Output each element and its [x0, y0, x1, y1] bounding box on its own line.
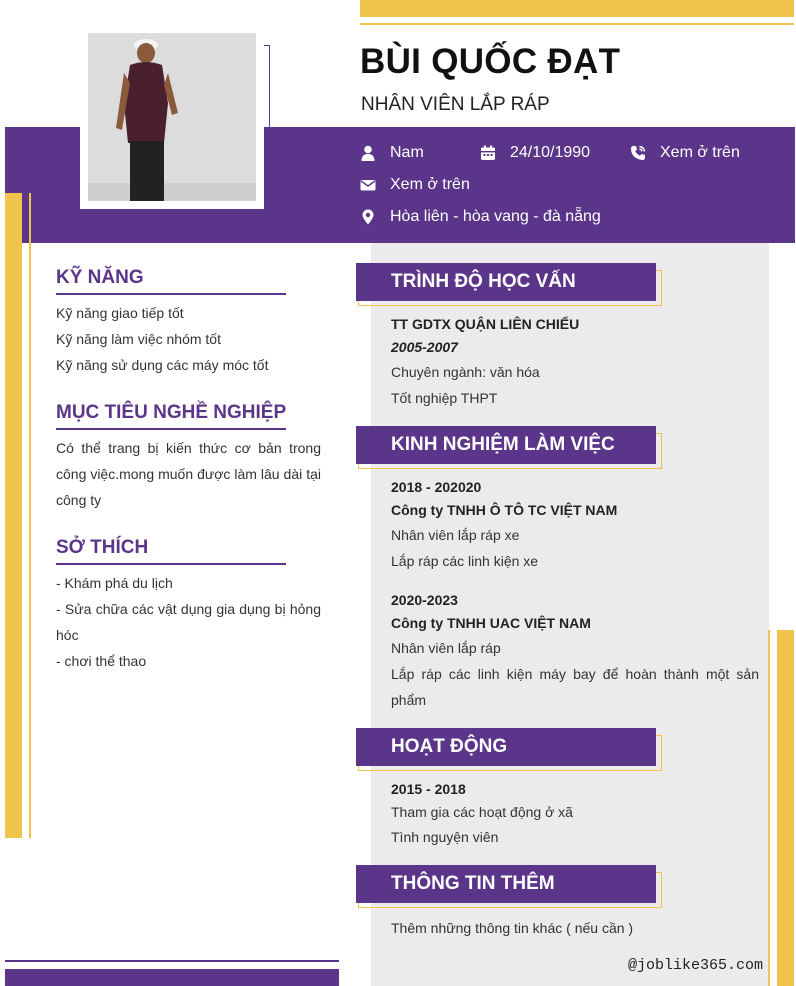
job-period: 2018 - 202020 — [391, 479, 482, 495]
gender-value: Nam — [390, 144, 424, 161]
email-value: Xem ở trên — [390, 176, 470, 193]
job-company: Công ty TNHH UAC VIỆT NAM — [391, 615, 591, 631]
job-description: Lắp ráp các linh kiện máy bay để hoàn thành một sản phẩm — [391, 666, 759, 708]
skill-item: Kỹ năng sử dụng các máy móc tốt — [56, 357, 269, 373]
extra-title: THÔNG TIN THÊM — [356, 865, 656, 903]
activities-period: 2015 - 2018 — [391, 781, 466, 797]
hobbies-underline — [56, 563, 286, 565]
phone-value: Xem ở trên — [660, 144, 740, 161]
map-pin-icon — [360, 209, 376, 225]
skills-underline — [56, 293, 286, 295]
extra-text: Thêm những thông tin khác ( nếu cần ) — [391, 920, 634, 936]
candidate-name: BÙI QUỐC ĐẠT — [360, 42, 621, 81]
experience-title: KINH NGHIỆM LÀM VIỆC — [356, 426, 656, 464]
contact-address — [360, 208, 601, 226]
left-yellow-line — [29, 193, 31, 838]
objective-text: Có thể trang bị kiến thức cơ bản trong công việc.mong muốn được làm lâu dài tại công ty — [56, 440, 321, 508]
job-title: NHÂN VIÊN LẮP RÁP — [361, 94, 550, 115]
website-watermark: @joblike365.com — [628, 957, 764, 974]
job-description: Lắp ráp các linh kiện xe — [391, 553, 539, 569]
hobbies-title: SỞ THÍCH — [56, 537, 149, 558]
calendar-icon — [480, 145, 496, 161]
education-period: 2005-2007 — [391, 339, 458, 355]
contact-gender — [360, 144, 424, 162]
user-icon — [360, 145, 376, 161]
top-yellow-bar — [360, 0, 794, 17]
skills-list — [56, 300, 322, 378]
right-yellow-line — [768, 630, 770, 986]
bottom-purple-bar — [5, 969, 339, 986]
objective-underline — [56, 428, 286, 430]
skill-item: Kỹ năng giao tiếp tốt — [56, 305, 184, 321]
education-school: TT GDTX QUẬN LIÊN CHIỂU — [391, 316, 580, 332]
activity-item: Tham gia các hoạt động ở xã — [391, 804, 573, 820]
contact-email — [360, 176, 470, 194]
job-company: Công ty TNHH Ô TÔ TC VIỆT NAM — [391, 502, 618, 518]
job-position: Nhân viên lắp ráp xe — [391, 527, 520, 543]
hobby-item: - chơi thể thao — [56, 653, 147, 669]
job-position: Nhân viên lắp ráp — [391, 640, 501, 656]
activity-item: Tình nguyện viên — [391, 829, 499, 845]
education-major: Chuyên ngành: văn hóa — [391, 364, 540, 380]
right-yellow-bar — [777, 630, 794, 986]
phone-icon — [630, 145, 646, 161]
hobbies-list — [56, 570, 321, 674]
profile-photo — [88, 33, 256, 201]
contact-birthday — [480, 144, 590, 162]
envelope-icon — [360, 177, 376, 193]
left-yellow-bar — [5, 193, 22, 838]
activities-title: HOẠT ĐỘNG — [356, 728, 656, 766]
job-period: 2020-2023 — [391, 592, 458, 608]
objective-title: MỤC TIÊU NGHỀ NGHIỆP — [56, 402, 287, 423]
contact-phone — [630, 144, 740, 162]
skill-item: Kỹ năng làm việc nhóm tốt — [56, 331, 221, 347]
education-result: Tốt nghiệp THPT — [391, 390, 498, 406]
birthday-value: 24/10/1990 — [510, 144, 591, 161]
skills-title: KỸ NĂNG — [56, 267, 144, 288]
education-title: TRÌNH ĐỘ HỌC VẤN — [356, 263, 656, 301]
address-value: Hòa liên - hòa vang - đà nẵng — [390, 208, 601, 225]
hobby-item: - Khám phá du lịch — [56, 575, 173, 591]
bottom-purple-line — [5, 960, 339, 962]
hobby-item: - Sửa chữa các vật dụng gia dụng bị hỏng hóc — [56, 601, 321, 643]
top-yellow-line — [360, 23, 794, 25]
person-figure-image — [88, 33, 256, 201]
